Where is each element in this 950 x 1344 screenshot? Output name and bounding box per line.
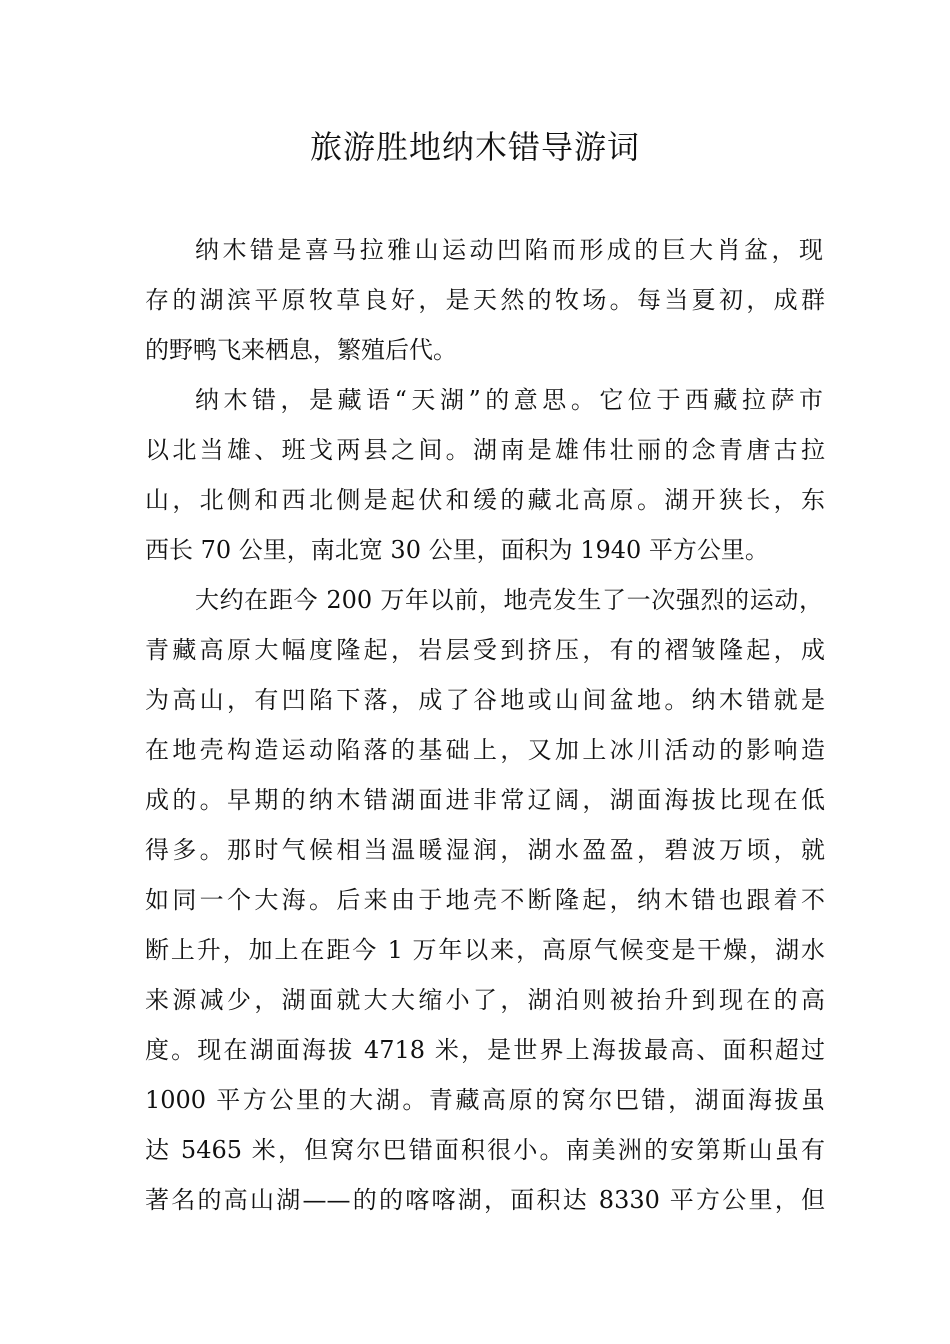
paragraph-line: 在地壳构造运动陷落的基础上，又加上冰川活动的影响造: [145, 736, 825, 764]
paragraph-line: 为高山，有凹陷下落，成了谷地或山间盆地。纳木错就是: [145, 686, 825, 714]
paragraph-line: 存的湖滨平原牧草良好，是天然的牧场。每当夏初，成群: [145, 286, 825, 314]
paragraph-line: 成的。早期的纳木错湖面进非常辽阔，湖面海拔比现在低: [145, 786, 825, 814]
document-title: 旅游胜地纳木错导游词: [309, 128, 640, 166]
paragraph-line: 西长 70 公里，南北宽 30 公里，面积为 1940 平方公里。: [145, 536, 769, 564]
paragraph-line: 断上升，加上在距今 1 万年以来，高原气候变是干燥，湖水: [145, 936, 825, 964]
paragraph-line: 达 5465 米，但窝尔巴错面积很小。南美洲的安第斯山虽有: [145, 1136, 825, 1164]
paragraph-line: 山，北侧和西北侧是起伏和缓的藏北高原。湖开狭长，东: [145, 486, 825, 514]
paragraph-line: 著名的高山湖——的的喀喀湖，面积达 8330 平方公里，但: [145, 1186, 825, 1214]
paragraph-line: 度。现在湖面海拔 4718 米，是世界上海拔最高、面积超过: [145, 1036, 825, 1064]
paragraph-line: 得多。那时气候相当温暖湿润，湖水盈盈，碧波万顷，就: [145, 836, 825, 864]
paragraph-line: 青藏高原大幅度隆起，岩层受到挤压，有的褶皱隆起，成: [145, 636, 825, 664]
paragraph-line: 纳木错是喜马拉雅山运动凹陷而形成的巨大肖盆，现: [195, 236, 823, 264]
paragraph-line: 纳木错，是藏语“天湖”的意思。它位于西藏拉萨市: [195, 386, 823, 414]
paragraph-line: 如同一个大海。后来由于地壳不断隆起，纳木错也跟着不: [145, 886, 825, 914]
paragraph-line: 来源减少，湖面就大大缩小了，湖泊则被抬升到现在的高: [145, 986, 825, 1014]
paragraph-line: 1000 平方公里的大湖。青藏高原的窝尔巴错，湖面海拔虽: [145, 1086, 825, 1114]
paragraph-line: 的野鸭飞来栖息，繁殖后代。: [145, 336, 457, 364]
paragraph-line: 大约在距今 200 万年以前，地壳发生了一次强烈的运动，: [195, 586, 823, 614]
paragraph-line: 以北当雄、班戈两县之间。湖南是雄伟壮丽的念青唐古拉: [145, 436, 825, 464]
